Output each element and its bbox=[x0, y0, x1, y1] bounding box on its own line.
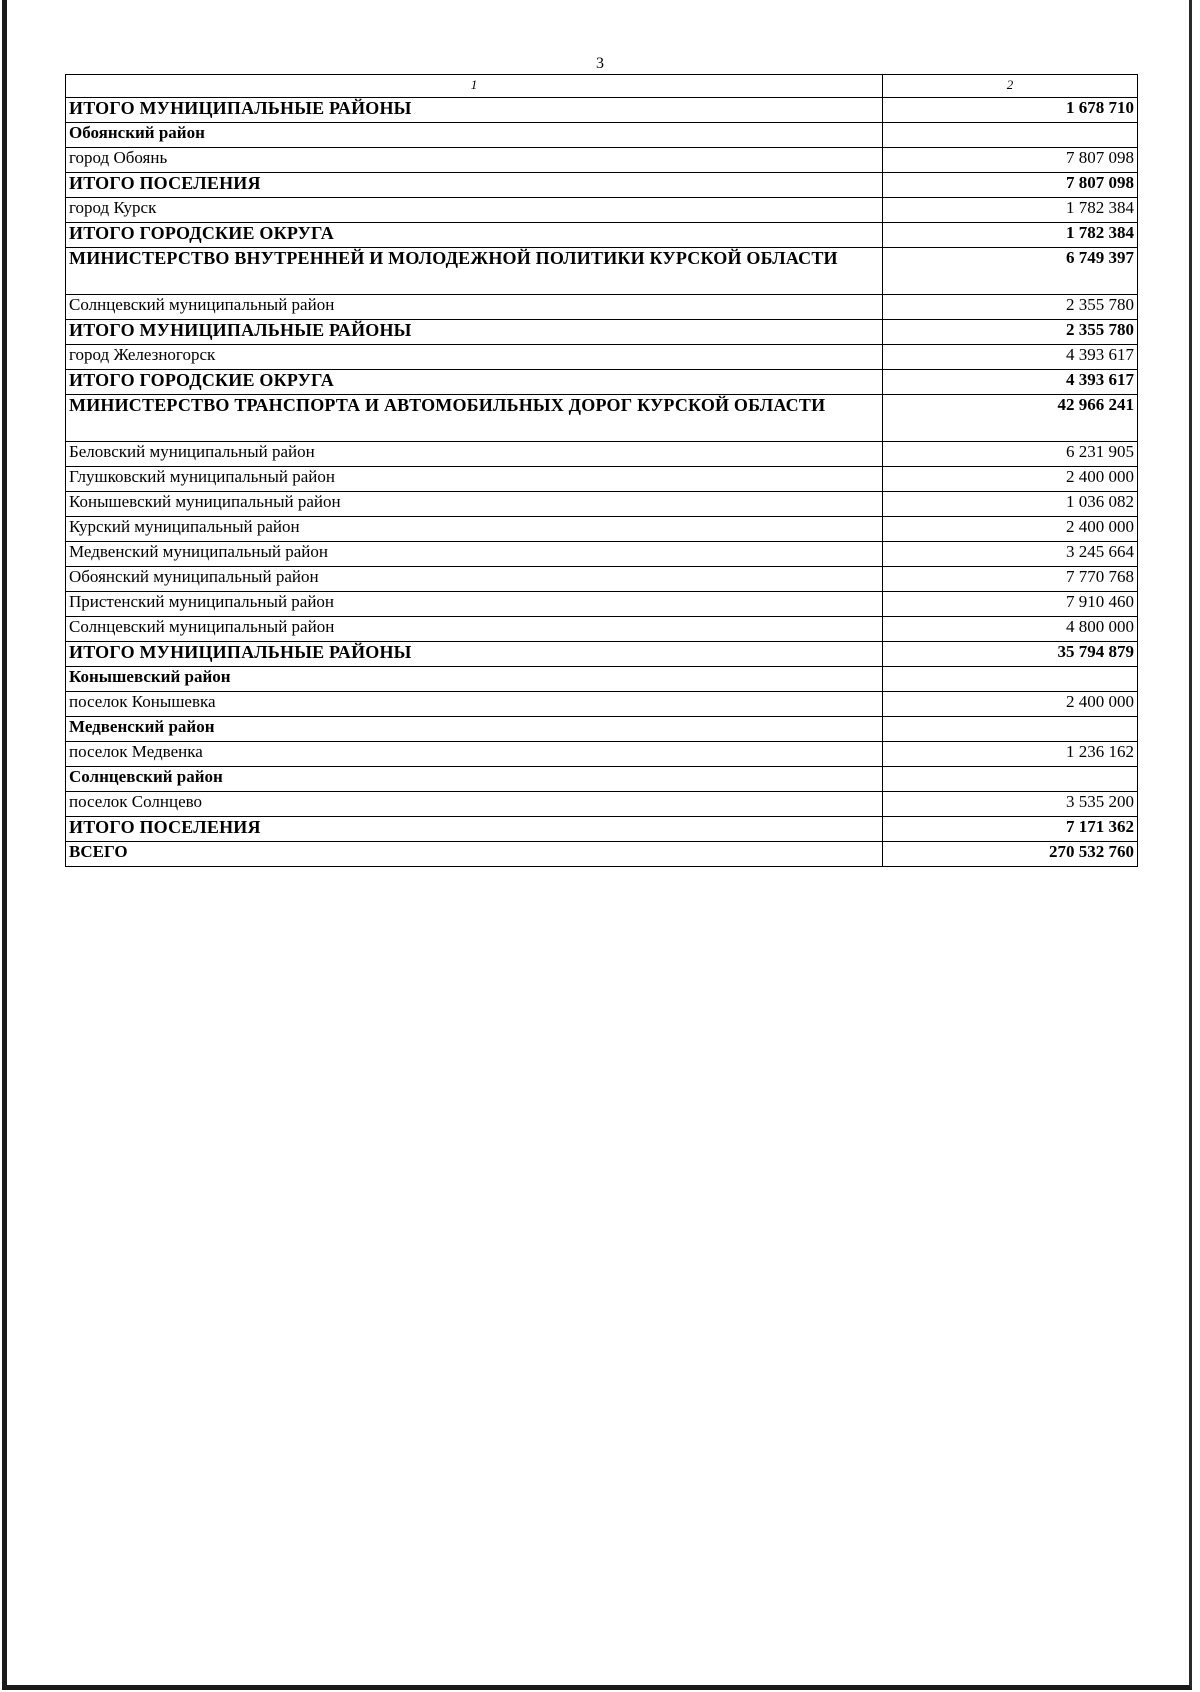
row-value: 1 782 384 bbox=[883, 223, 1138, 248]
table-row bbox=[66, 792, 1138, 817]
row-label: ИТОГО ГОРОДСКИЕ ОКРУГА bbox=[66, 223, 883, 248]
row-value: 7 171 362 bbox=[883, 817, 1138, 842]
row-value: 7 910 460 bbox=[883, 592, 1138, 617]
row-label: ИТОГО ГОРОДСКИЕ ОКРУГА bbox=[66, 370, 883, 395]
table-row bbox=[66, 692, 1138, 717]
row-label: Конышевский район bbox=[66, 667, 883, 692]
row-label: Конышевский муниципальный район bbox=[66, 492, 883, 517]
row-value: 4 393 617 bbox=[883, 345, 1138, 370]
table-row bbox=[66, 667, 1138, 692]
table-row bbox=[66, 517, 1138, 542]
row-label: город Обоянь bbox=[66, 148, 883, 173]
row-label: Солнцевский район bbox=[66, 767, 883, 792]
table-row bbox=[66, 467, 1138, 492]
row-label: МИНИСТЕРСТВО ТРАНСПОРТА И АВТОМОБИЛЬНЫХ ДОРОГ КУРСКОЙ ОБЛАСТИ bbox=[66, 395, 883, 442]
row-value bbox=[883, 667, 1138, 692]
row-label: Солнцевский муниципальный район bbox=[66, 617, 883, 642]
row-label: поселок Медвенка bbox=[66, 742, 883, 767]
row-value: 7 807 098 bbox=[883, 148, 1138, 173]
row-label: ИТОГО ПОСЕЛЕНИЯ bbox=[66, 173, 883, 198]
row-label: ИТОГО ПОСЕЛЕНИЯ bbox=[66, 817, 883, 842]
row-label: Медвенский район bbox=[66, 717, 883, 742]
table-row bbox=[66, 642, 1138, 667]
row-label: ИТОГО МУНИЦИПАЛЬНЫЕ РАЙОНЫ bbox=[66, 98, 883, 123]
table-row bbox=[66, 842, 1138, 867]
row-label: Обоянский муниципальный район bbox=[66, 567, 883, 592]
row-label: Обоянский район bbox=[66, 123, 883, 148]
row-value bbox=[883, 767, 1138, 792]
row-value: 7 770 768 bbox=[883, 567, 1138, 592]
table-row bbox=[66, 345, 1138, 370]
page-number: 3 bbox=[596, 55, 604, 72]
budget-table bbox=[65, 74, 1138, 867]
row-label: ИТОГО МУНИЦИПАЛЬНЫЕ РАЙОНЫ bbox=[66, 642, 883, 667]
row-value: 3 245 664 bbox=[883, 542, 1138, 567]
row-value: 1 782 384 bbox=[883, 198, 1138, 223]
table-row bbox=[66, 123, 1138, 148]
table-row bbox=[66, 395, 1138, 442]
table-row bbox=[66, 198, 1138, 223]
row-label: Пристенский муниципальный район bbox=[66, 592, 883, 617]
table-row bbox=[66, 295, 1138, 320]
table-row bbox=[66, 173, 1138, 198]
row-label: поселок Конышевка bbox=[66, 692, 883, 717]
row-label: поселок Солнцево bbox=[66, 792, 883, 817]
row-value: 1 236 162 bbox=[883, 742, 1138, 767]
table-row bbox=[66, 592, 1138, 617]
row-value: 270 532 760 bbox=[883, 842, 1138, 867]
row-label: Медвенский муниципальный район bbox=[66, 542, 883, 567]
table-row bbox=[66, 742, 1138, 767]
row-value: 35 794 879 bbox=[883, 642, 1138, 667]
table-row bbox=[66, 617, 1138, 642]
column-number-1: 1 bbox=[66, 75, 883, 98]
row-value: 3 535 200 bbox=[883, 792, 1138, 817]
table-row bbox=[66, 248, 1138, 295]
table-row bbox=[66, 442, 1138, 467]
row-label: Глушковский муниципальный район bbox=[66, 467, 883, 492]
row-value: 2 355 780 bbox=[883, 320, 1138, 345]
table-row bbox=[66, 767, 1138, 792]
table-row bbox=[66, 370, 1138, 395]
row-label: город Курск bbox=[66, 198, 883, 223]
row-value: 4 393 617 bbox=[883, 370, 1138, 395]
table-row bbox=[66, 817, 1138, 842]
row-value: 7 807 098 bbox=[883, 173, 1138, 198]
row-label: ВСЕГО bbox=[66, 842, 883, 867]
row-value: 42 966 241 bbox=[883, 395, 1138, 442]
row-value: 4 800 000 bbox=[883, 617, 1138, 642]
table-row bbox=[66, 223, 1138, 248]
row-value: 1 678 710 bbox=[883, 98, 1138, 123]
table-header-row bbox=[66, 75, 1138, 98]
column-number-2: 2 bbox=[883, 75, 1138, 98]
table-row bbox=[66, 320, 1138, 345]
row-value: 6 749 397 bbox=[883, 248, 1138, 295]
table-row bbox=[66, 492, 1138, 517]
row-label: город Железногорск bbox=[66, 345, 883, 370]
row-value: 6 231 905 bbox=[883, 442, 1138, 467]
table-row bbox=[66, 567, 1138, 592]
row-value: 2 355 780 bbox=[883, 295, 1138, 320]
row-label: Курский муниципальный район bbox=[66, 517, 883, 542]
table-row bbox=[66, 542, 1138, 567]
table-row bbox=[66, 98, 1138, 123]
row-value: 2 400 000 bbox=[883, 517, 1138, 542]
table-row bbox=[66, 717, 1138, 742]
row-value: 1 036 082 bbox=[883, 492, 1138, 517]
row-label: Солнцевский муниципальный район bbox=[66, 295, 883, 320]
row-label: Беловский муниципальный район bbox=[66, 442, 883, 467]
row-value: 2 400 000 bbox=[883, 692, 1138, 717]
row-label: МИНИСТЕРСТВО ВНУТРЕННЕЙ И МОЛОДЕЖНОЙ ПОЛИТИКИ КУРСКОЙ ОБЛАСТИ bbox=[66, 248, 883, 295]
row-value: 2 400 000 bbox=[883, 467, 1138, 492]
row-value bbox=[883, 717, 1138, 742]
row-label: ИТОГО МУНИЦИПАЛЬНЫЕ РАЙОНЫ bbox=[66, 320, 883, 345]
row-value bbox=[883, 123, 1138, 148]
table-row bbox=[66, 148, 1138, 173]
